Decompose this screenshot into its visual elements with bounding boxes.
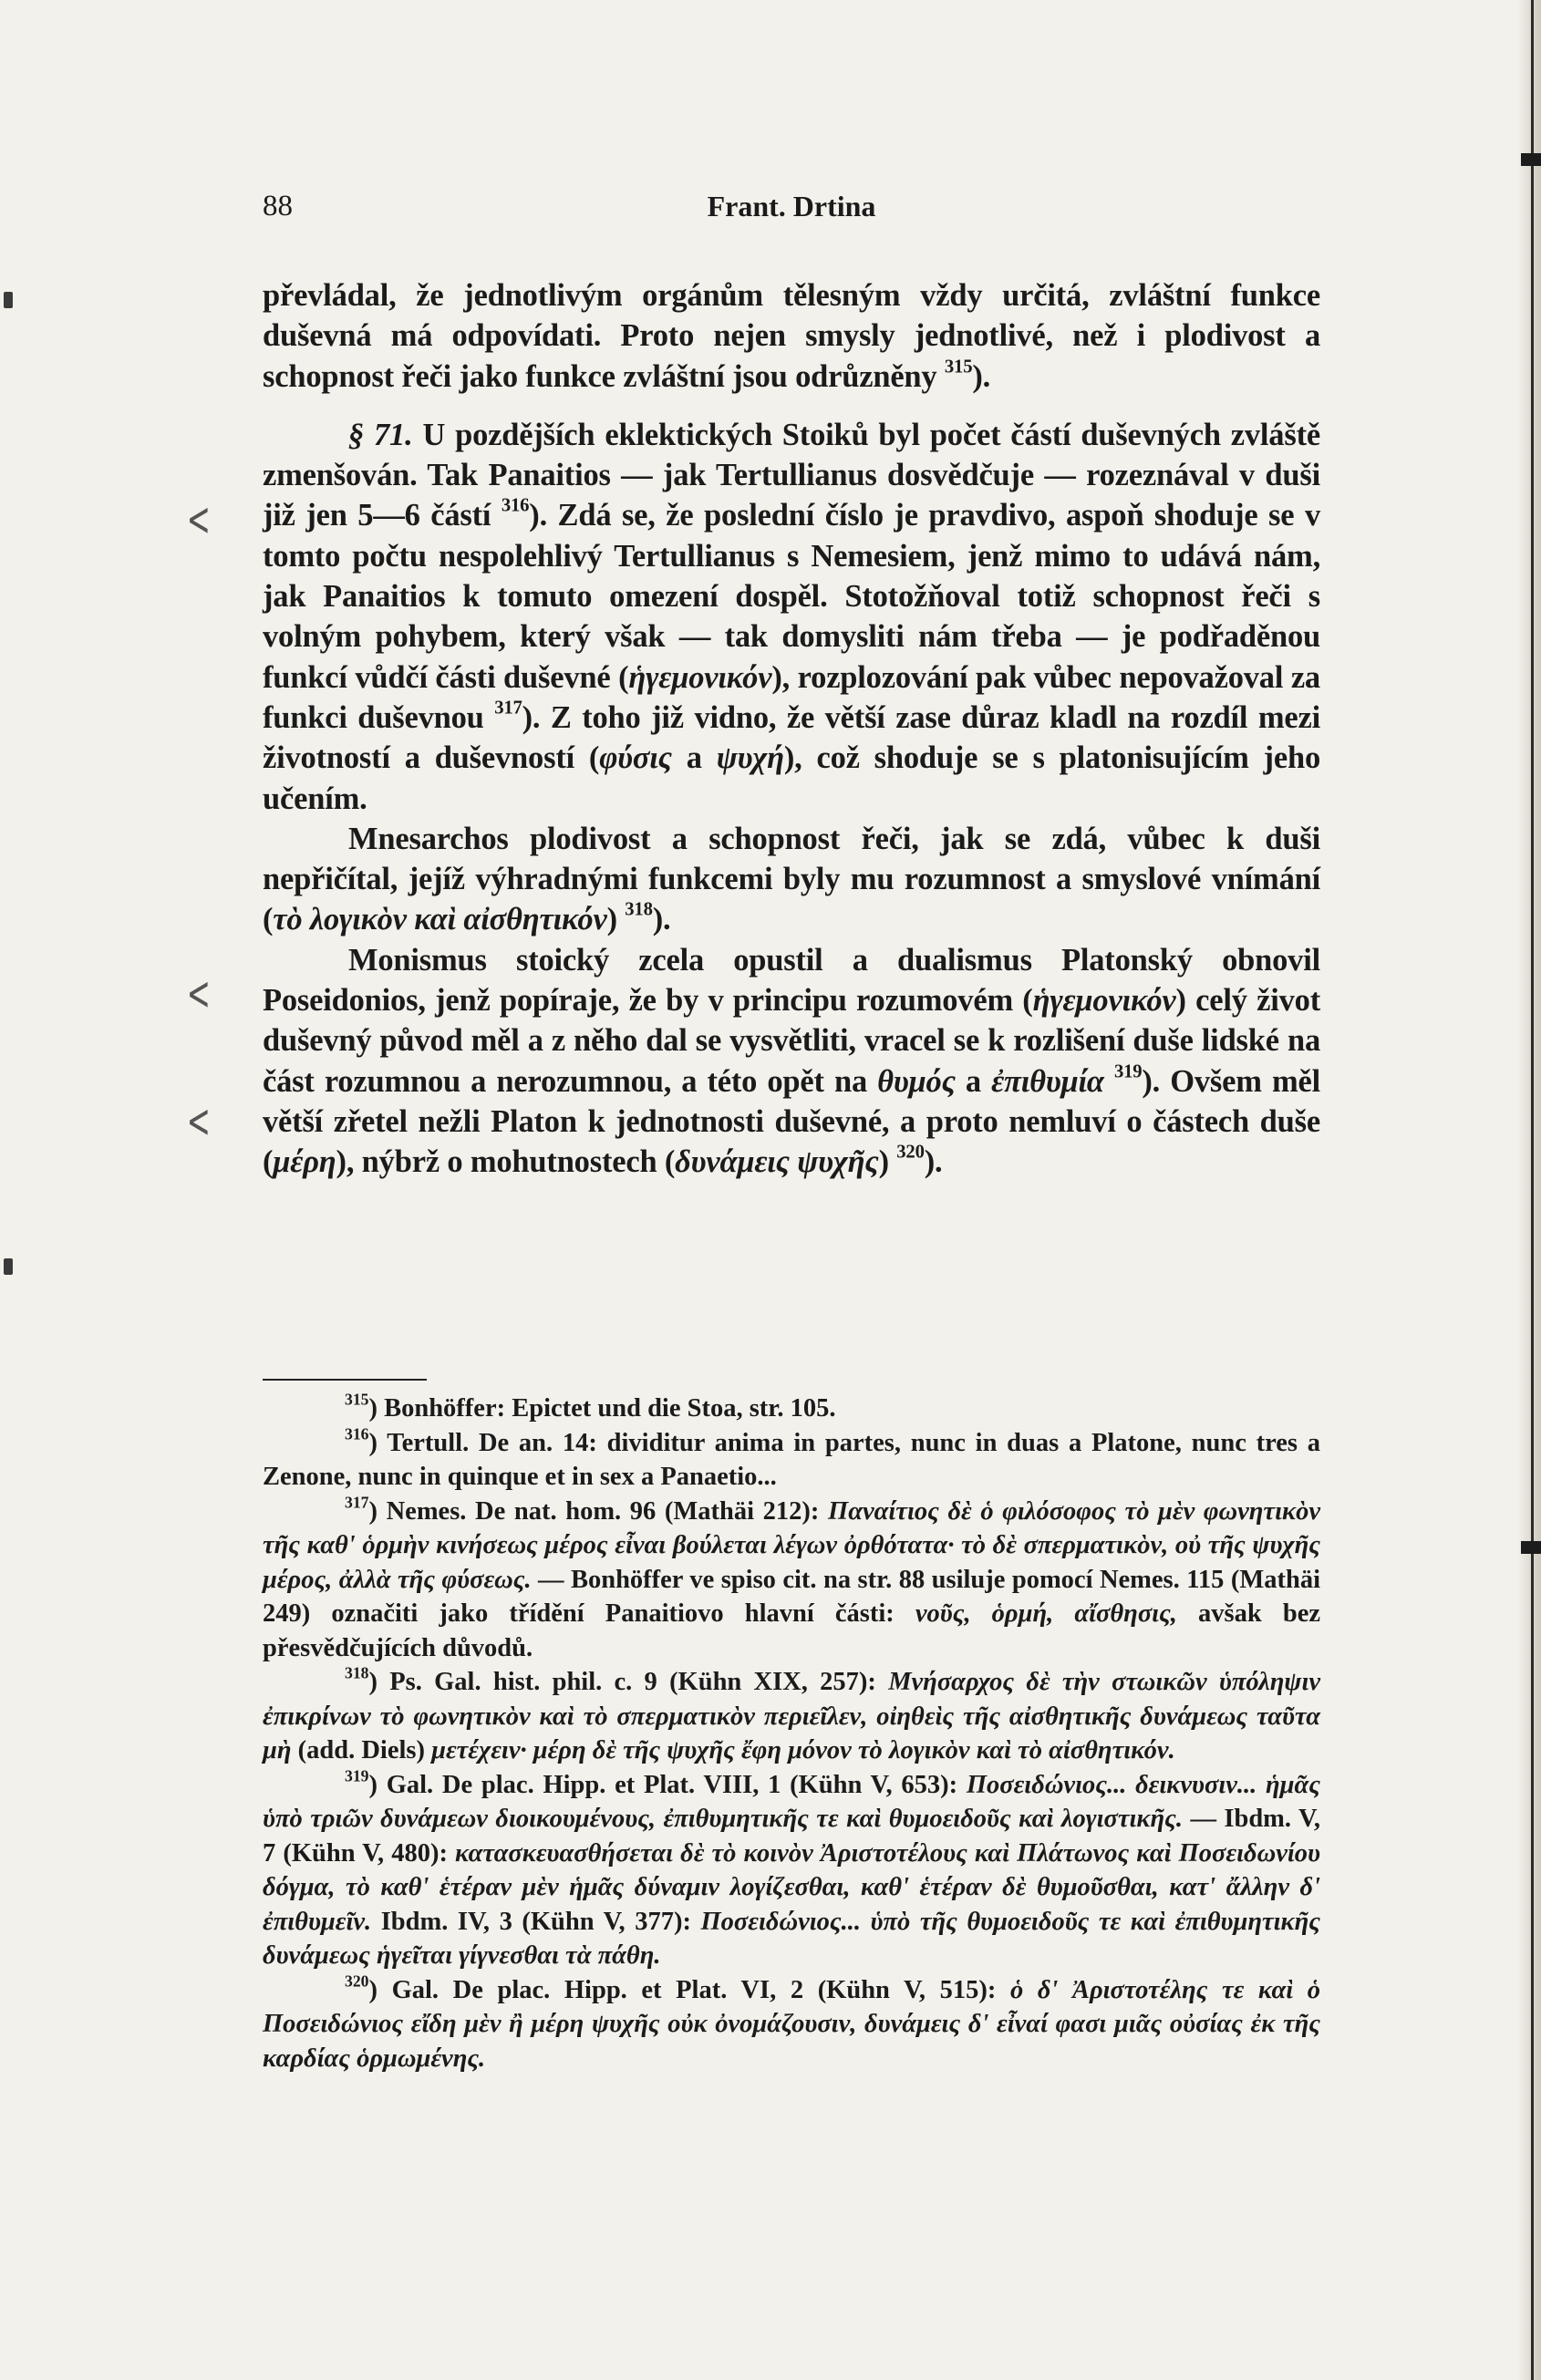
text-run: ), rozplozování pak vůbec nepovažoval za funkci duševnou	[263, 659, 1320, 735]
text-run: ) Ps. Gal. hist. phil. c. 9 (Kühn XIX, 257):	[368, 1668, 889, 1696]
footnote-ref: 315	[944, 357, 973, 378]
greek-term: ψυχή	[716, 740, 784, 776]
footnote-number: 317	[345, 1493, 369, 1512]
greek-quote: ὁ δ' Ἀριστοτέλης τε καὶ ὁ Ποσειδώνιος εἴδη μὲν ἢ μέρη ψυχῆς οὐκ ὀνομάζουσιν, δυνάμεις δ' εἶναί φασι μιᾶς οὐσίας ἐκ τῆς καρδίας ὁρμωμένης.	[263, 1975, 1320, 2073]
text-run: ). Ovšem měl větší zřetel nežli Platon k jednotnosti duševné, a proto nemluví o částech duše (	[263, 1063, 1320, 1180]
greek-quote: κατασκευασθήσεται δὲ τὸ κοινὸν Ἀριστοτέλους καὶ Πλάτωνος καὶ Ποσειδωνίου δόγμα, τὸ καθ' ἑτέραν μὲν ἡμᾶς δύναμιν λογίζεσθαι, καθ' ἑτέραν δὲ θυμοῦσθαι, κατ' ἄλλην δ' ἐπιθυμεῖν.	[263, 1838, 1320, 1936]
scan-mark	[4, 1258, 13, 1275]
greek-term: ἡγεμονικόν	[1032, 983, 1176, 1019]
page-right-edge	[1517, 0, 1541, 2380]
greek-quote: Μνήσαρχος δὲ τὴν στωικῶν ὑπόληψιν ἐπικρίνων τὸ φωνητικὸν καὶ τὸ σπερματικὸν περιεῖλεν, οἰηθεὶς τῆς αἰσθητικῆς δυνάμεως ταῦτα μὴ	[263, 1668, 1321, 1764]
footnote	[263, 1665, 1320, 1768]
footnote-ref: 318	[625, 899, 653, 920]
text-run: )	[606, 902, 626, 937]
footnote-number: 316	[345, 1424, 369, 1444]
text-run: — Bonhöffer ve spiso cit. na str. 88 usiluje pomocí Nemes. 115 (Mathäi 249) označiti jako třídění Panaitiovo hlavní části:	[263, 1565, 1320, 1628]
greek-term: ἐπιθυμία	[991, 1063, 1104, 1099]
text-run: Monismus stoický zcela opustil a dualismus Platonský obnovil Poseidonios, jenž popíraje, že by v principu rozumovém (	[263, 942, 1320, 1019]
margin-pencil-mark: <	[186, 492, 211, 547]
section-number: § 71.	[348, 417, 413, 452]
greek-term: μέρη	[273, 1144, 336, 1180]
margin-pencil-mark: <	[186, 967, 211, 1021]
footnote	[263, 1392, 1320, 1426]
paragraph	[263, 275, 1320, 397]
text-run: a	[671, 740, 717, 776]
footnote	[263, 1973, 1320, 2076]
greek-quote: Ποσειδώνιος... δεικνυσιν... ἡμᾶς ὑπὸ τριῶν δυνάμεων διοικουμένους, ἐπιθυμητικῆς τε καὶ θυμοειδοῦς καὶ λογιστικῆς.	[263, 1770, 1320, 1833]
text-run: Mnesarchos plodivost a schopnost řeči, jak se zdá, vůbec k duši nepřičítal, jejíž výhradnými funkcemi byly mu rozumnost a smyslové vnímání (	[263, 821, 1320, 937]
text-run: ). Zdá se, že poslední číslo je pravdivo, aspoň shoduje se v tomto počtu nespolehlivý Tertullianus s Nemesiem, jenž mimo to udává nám, jak Panaitios k tomuto omezení dospěl. Stotožňoval totiž schopnost řeči s volným pohybem, který však — tak domysliti nám třeba — je podřaděnou funkcí vůdčí části duševné (	[263, 498, 1320, 695]
text-run: ).	[972, 358, 991, 394]
paragraph	[263, 819, 1320, 940]
greek-quote: Ποσειδώνιος... ὑπὸ τῆς θυμοειδοῦς τε καὶ ἐπιθυμητικῆς δυνάμεως ἡγεῖται γίγνεσθαι τὰ πάθη.	[263, 1907, 1320, 1970]
spine-mark	[1521, 1541, 1541, 1554]
page-number: 88	[263, 190, 293, 222]
footnote	[263, 1495, 1320, 1666]
paragraph	[263, 940, 1320, 1183]
text-run: ). Z toho již vidno, že větší zase důraz kladl na rozdíl mezi životností a duševností (	[263, 699, 1320, 776]
scan-mark	[4, 292, 13, 308]
footnote-number: 315	[345, 1390, 369, 1409]
page-header	[263, 190, 1320, 235]
footnote-ref: 317	[494, 698, 522, 719]
text-run: )	[878, 1144, 897, 1180]
text-run: ), což shoduje se s platonisujícím jeho učením.	[263, 740, 1320, 816]
footnotes	[263, 1392, 1320, 2075]
footnote	[263, 1426, 1320, 1495]
text-run: Ibdm. IV, 3 (Kühn V, 377):	[371, 1907, 701, 1936]
text-run: ), nýbrž o mohutnostech (	[336, 1144, 676, 1180]
footnote-ref: 319	[1113, 1061, 1143, 1082]
text-run: ) Nemes. De nat. hom. 96 (Mathäi 212):	[368, 1496, 829, 1526]
spine-mark	[1521, 153, 1541, 166]
text-run: ) Tertull. De an. 14: dividitur anima in partes, nunc in duas a Platone, nunc tres a Zenone, nunc in quinque et in sex a Panaetio...	[263, 1428, 1320, 1491]
text-run: ) Bonhöffer: Epictet und die Stoa, str. 105.	[368, 1394, 836, 1423]
greek-quote: Παναίτιος δὲ ὁ φιλόσοφος τὸ μὲν φωνητικὸν τῆς καθ' ὁρμὴν κινήσεως μέρος εἶναι βούλεται λέγων ὀρθότατα· τὸ δὲ σπερματικὸν, οὐ τῆς ψυχῆς μέρος, ἀλλὰ τῆς φύσεως.	[263, 1496, 1321, 1594]
greek-term: ἡγεμονικόν	[628, 659, 772, 695]
greek-quote: μετέχειν· μέρη δὲ τῆς ψυχῆς ἔφη μόνον τὸ λογικὸν καὶ τὸ αἰσθητικόν.	[431, 1736, 1175, 1764]
paragraph	[263, 415, 1320, 819]
text-run: ) celý život duševný původ měl a z něho dal se vysvětliti, vracel se k rozlišení duše lidské na část rozumnou a nerozumnou, a této opět na	[263, 983, 1320, 1099]
margin-pencil-mark: <	[186, 1094, 211, 1149]
text-run: ).	[924, 1144, 943, 1180]
text-run: U pozdějších eklektických Stoiků byl počet částí duševných zvláště zmenšován. Tak Panaitios — jak Tertullianus dosvědčuje — rozeznával v duši již jen 5—6 částí	[263, 417, 1320, 533]
footnote-number: 319	[345, 1766, 369, 1785]
text-run: ) Gal. De plac. Hipp. et Plat. VIII, 1 (Kühn V, 653):	[368, 1770, 967, 1799]
footnote-number: 318	[345, 1663, 369, 1682]
greek-term: τὸ λογικὸν καὶ αἰσθητικόν	[273, 902, 607, 937]
footnote-ref: 316	[501, 495, 530, 516]
footnote-separator	[263, 1379, 427, 1381]
text-run: ) Gal. De plac. Hipp. et Plat. VI, 2 (Kühn V, 515):	[368, 1975, 1010, 2004]
footnote-number: 320	[345, 1971, 369, 1991]
greek-quote: νοῦς, ὁρμή, αἴσθησις,	[915, 1599, 1177, 1628]
text-run: (add. Diels)	[291, 1736, 432, 1764]
text-run: — Ibdm. V, 7 (Kühn V, 480):	[263, 1805, 1320, 1868]
text-run: avšak bez přesvědčujících důvodů.	[263, 1599, 1320, 1662]
main-text	[263, 275, 1320, 1183]
footnote-ref: 320	[896, 1142, 925, 1163]
footnote	[263, 1768, 1320, 1973]
running-head: Frant. Drtina	[707, 190, 876, 222]
text-run: převládal, že jednotlivým orgánům tělesným vždy určitá, zvláštní funkce duševná má odpovídati. Proto nejen smysly jednotlivé, než i plodivost a schopnost řeči jako funkce zvláštní jsou odrůzněny	[263, 278, 1320, 394]
page-edge-line	[1531, 0, 1534, 2380]
greek-term: δυνάμεις ψυχῆς	[675, 1144, 879, 1180]
text-run: a	[955, 1063, 992, 1099]
greek-term: θυμός	[877, 1063, 956, 1099]
text-run: ).	[652, 902, 671, 937]
greek-term: φύσις	[599, 740, 672, 776]
